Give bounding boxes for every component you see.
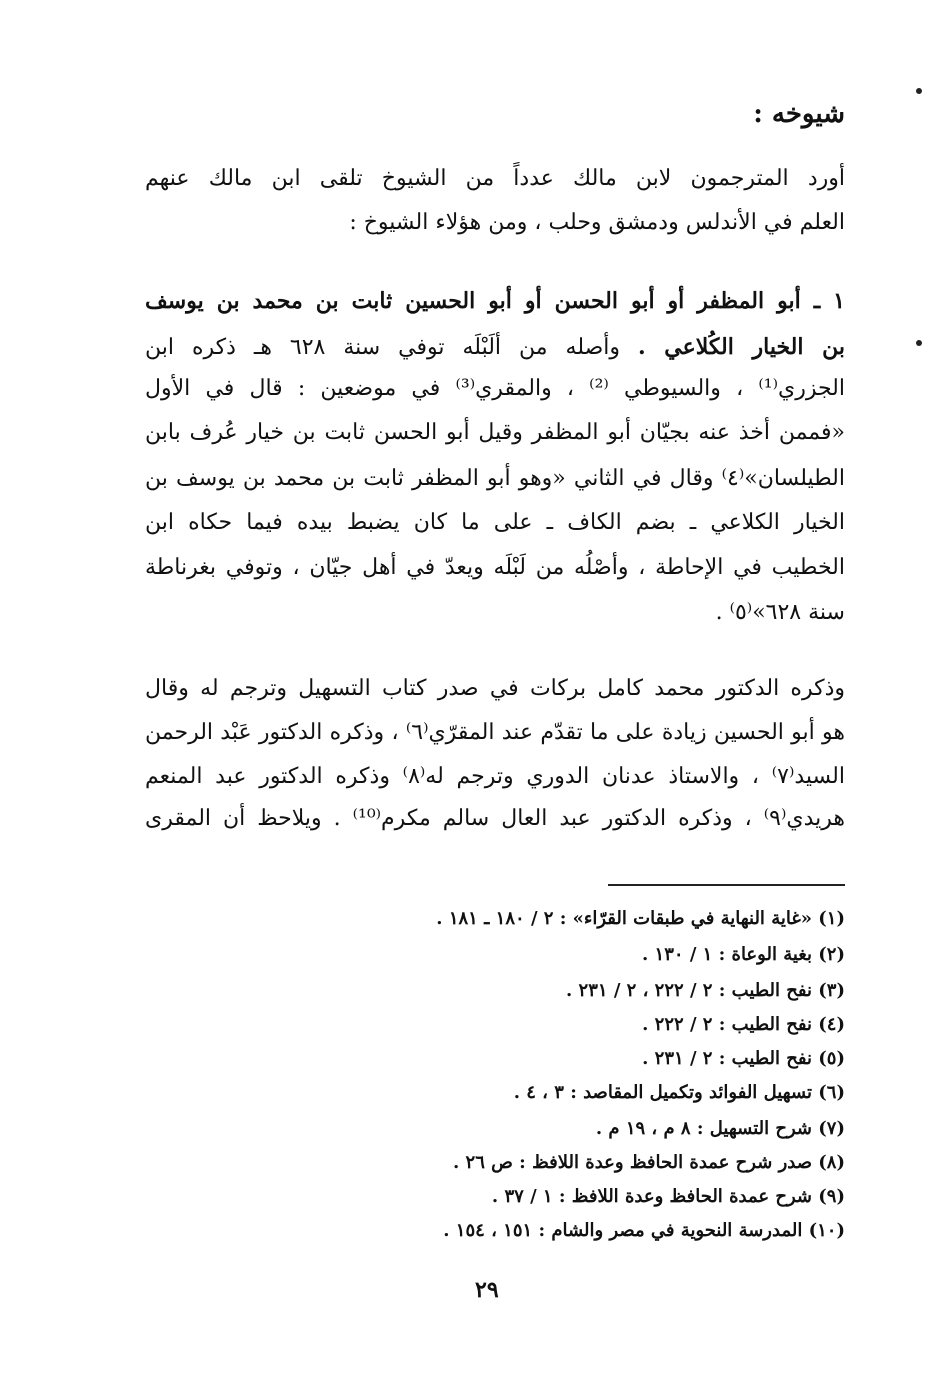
entry1-name: بن الخيار الكُلاعي .	[638, 334, 845, 360]
footnote-1: (١) «غاية النهاية في طبقات القرّاء» : ٢ / ١٨٠ ـ ١٨١ .	[436, 908, 845, 929]
para2-line: وذكره الدكتور محمد كامل بركات في صدر كتاب التسهيل وترجم له وقال	[145, 676, 845, 701]
footnote-2: (٢) بغية الوعاة : ١ / ١٣٠ .	[642, 944, 845, 965]
entry1-title-line: ١ ـ أبو المظفر أو أبو الحسن أو أبو الحسين ثابت بن محمد بن يوسف	[145, 288, 845, 314]
footnote-6: (٦) تسهيل الفوائد وتكميل المقاصد : ٣ ، ٤ .	[513, 1082, 845, 1103]
entry1-line: «فممن أخذ عنه بجيّان أبو المظفر وقيل أبو الحسن ثابت بن خيار عُرف بابن	[145, 420, 845, 445]
entry1-name-tail: وأصله من ألَبْلَه توفي سنة ٦٢٨ هـ ذكره ابن	[145, 335, 638, 360]
intro-line-2: العلم في الأندلس ودمشق وحلب ، ومن هؤلاء الشيوخ :	[349, 210, 845, 235]
footnote-separator	[608, 884, 845, 886]
footnote-10: (١٠) المدرسة النحوية في مصر والشام : ١٥١ ، ١٥٤ .	[443, 1220, 845, 1241]
footnote-4: (٤) نفح الطيب : ٢ / ٢٢٢ .	[642, 1014, 845, 1035]
footnote-8: (٨) صدر شرح عمدة الحافظ وعدة اللافظ : ص ٢٦ .	[452, 1152, 845, 1173]
para2-line: هريدي⁽٩⁾ ، وذكره الدكتور عبد العال سالم مكرم⁽¹⁰⁾ . ويلاحظ أن المقرى	[145, 806, 845, 831]
section-heading: شيوخه :	[753, 99, 845, 129]
margin-dot	[916, 88, 922, 94]
footnote-7: (٧) شرح التسهيل : ٨ م ، ١٩ م .	[595, 1118, 845, 1139]
entry1-line: الطيلسان»⁽٤⁾ وقال في الثاني «وهو أبو المظفر ثابت بن محمد بن يوسف بن	[145, 466, 845, 491]
footnote-3: (٣) نفح الطيب : ٢ / ٢٢٢ ، ٢ / ٢٣١ .	[565, 980, 845, 1001]
page-number: ٢٩	[475, 1277, 499, 1303]
margin-dot	[916, 340, 922, 346]
para2-line: السيد⁽٧⁾ ، والاستاذ عدنان الدوري وترجم له⁽٨⁾ وذكره الدكتور عبد المنعم	[145, 764, 845, 789]
intro-line-1: أورد المترجمون لابن مالك عدداً من الشيوخ تلقى ابن مالك عنهم	[145, 166, 845, 191]
entry1-line: سنة ٦٢٨»⁽٥⁾ .	[715, 600, 845, 625]
footnote-9: (٩) شرح عمدة الحافظ وعدة اللافظ : ١ / ٣٧ .	[491, 1186, 845, 1207]
entry1-line: الجزري⁽¹⁾ ، والسيوطي ⁽²⁾ ، والمقري⁽³⁾ في موضعين : قال في الأول	[145, 376, 845, 401]
footnote-5: (٥) نفح الطيب : ٢ / ٢٣١ .	[642, 1048, 845, 1069]
entry1-line: الخطيب في الإحاطة ، وأصْلُه من لَبْلَه ويعدّ في أهل جيّان ، وتوفي بغرناطة	[145, 555, 845, 580]
para2-line: هو أبو الحسين زيادة على ما تقدّم عند المقرّي⁽٦⁾ ، وذكره الدكتور عَبْد الرحمن	[145, 720, 846, 745]
entry1-line: الخيار الكلاعي ـ بضم الكاف ـ على ما كان يضبط بيده فيما حكاه ابن	[145, 510, 845, 535]
entry1-name-line	[145, 332, 845, 363]
